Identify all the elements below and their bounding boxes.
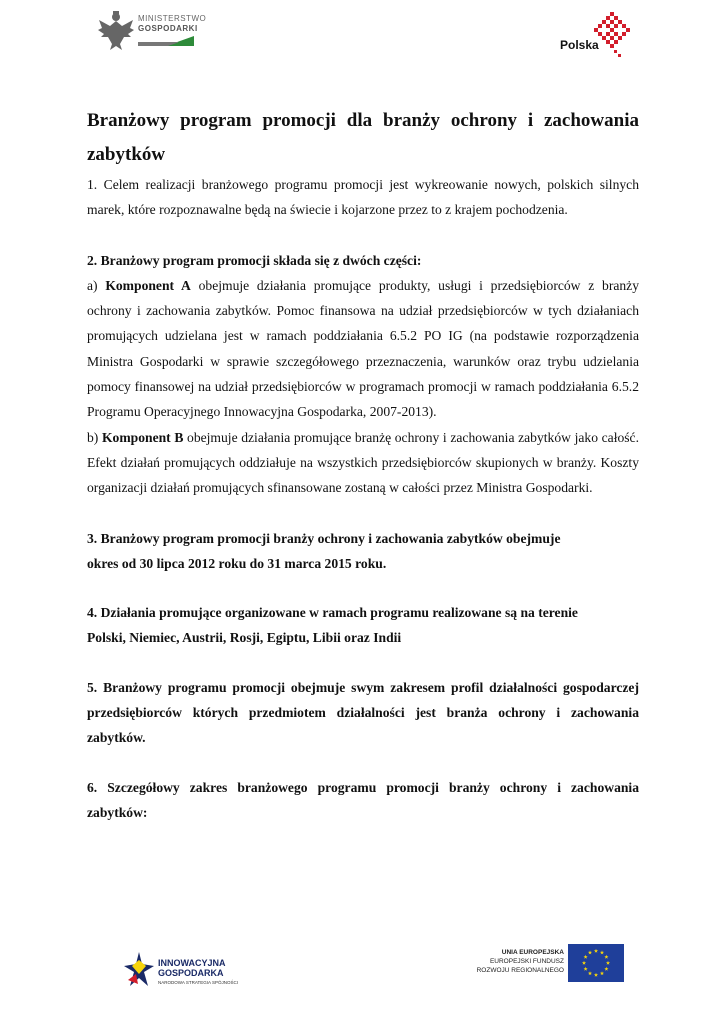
eagle-emblem-icon — [96, 10, 136, 52]
innowacyjna-gospodarka-logo — [124, 950, 254, 992]
component-a-paragraph — [87, 273, 639, 425]
component-a-prefix: a) — [87, 277, 106, 293]
component-b-prefix: b) — [87, 429, 102, 445]
ministry-name — [138, 14, 206, 34]
eu-line1: UNIA EUROPEJSKA — [501, 949, 564, 956]
component-a-text: obejmuje działania promujące produkty, usługi i przedsiębiorców z branży ochrony i zachowania zabytków. Pomoc finansowa na udział przedsiębiorców w tych działaniach promujących udzielana jest w ramach poddziałania 6.5.2 PO IG (na podstawie rozporządzenia Ministra Gospodarki w sprawie szczegółowego przeznaczenia, warunków oraz trybu udzielania pomocy finansowej na udział przedsiębiorców w programach promocji w ramach poddziałania 6.5.2 Programu Operacyjnego Innowacyjna Gospodarka, 2007-2013). — [87, 277, 640, 420]
paragraph-4-line1: 4. Działania promujące organizowane w ramach programu realizowane są na terenie — [87, 605, 578, 621]
paragraph-3-line1: 3. Branżowy program promocji branży ochrony i zachowania zabytków obejmuje — [87, 530, 561, 546]
ig-subtitle: NARODOWA STRATEGIA SPÓJNOŚCI — [158, 980, 239, 985]
eu-logo — [470, 944, 626, 984]
eu-line3: ROZWOJU REGIONALNEGO — [476, 967, 564, 974]
ig-line1: INNOWACYJNA — [158, 958, 226, 968]
paragraph-5: 5. Branżowy programu promocji obejmuje swym zakresem profil działalności gospodarczej przedsiębiorców których przedmiotem działalności jest branża ochrony i zachowania zabytków. — [87, 679, 639, 746]
ministry-stripe-icon — [138, 36, 194, 46]
ministry-logo — [96, 10, 206, 54]
ministry-line1: MINISTERSTWO — [138, 14, 207, 23]
component-b-paragraph — [87, 425, 639, 501]
paragraph-4 — [87, 600, 639, 651]
paragraph-3 — [87, 526, 639, 577]
component-b-label: Komponent B — [101, 429, 184, 445]
paragraph-4-line2: Polski, Niemiec, Austrii, Rosji, Egiptu, Libii oraz Indii — [87, 630, 402, 646]
eu-text — [470, 948, 564, 975]
ig-star-icon — [124, 950, 154, 990]
component-a-label: Komponent A — [105, 277, 191, 293]
ig-title — [158, 958, 226, 978]
component-b-text: obejmuje działania promujące branżę ochrony i zachowania zabytków jako całość. Efekt działań promujących oddziałuje na wszystkich przedsiębiorców skupionych w branży. Koszty organizacji działań promujących sfinansowane zostaną w całości przez Ministra Gospodarki. — [87, 429, 639, 496]
polska-logo — [556, 12, 636, 64]
paragraph-3-line2: okres od 30 lipca 2012 roku do 31 marca 2015 roku. — [87, 555, 387, 571]
paragraph-2-heading: 2. Branżowy program promocji składa się z dwóch części: — [87, 252, 422, 268]
ig-line2: GOSPODARKA — [158, 968, 224, 978]
document-body — [87, 104, 639, 825]
eu-flag-icon — [568, 944, 624, 982]
polska-kite-icon — [592, 12, 632, 60]
polska-wordmark: Polska — [560, 38, 599, 52]
paragraph-6: 6. Szczegółowy zakres branżowego programu promocji branży ochrony i zachowania zabytków: — [87, 779, 639, 820]
document-title: Branżowy program promocji dla branży ochrony i zachowania zabytków — [87, 110, 639, 165]
eu-line2: EUROPEJSKI FUNDUSZ — [489, 958, 564, 965]
ministry-line2: GOSPODARKI — [138, 24, 198, 33]
paragraph-1: 1. Celem realizacji branżowego programu promocji jest wykreowanie nowych, polskich silnych marek, które rozpoznawalne będą na świecie i kojarzone przez to z krajem pochodzenia. — [87, 177, 639, 218]
